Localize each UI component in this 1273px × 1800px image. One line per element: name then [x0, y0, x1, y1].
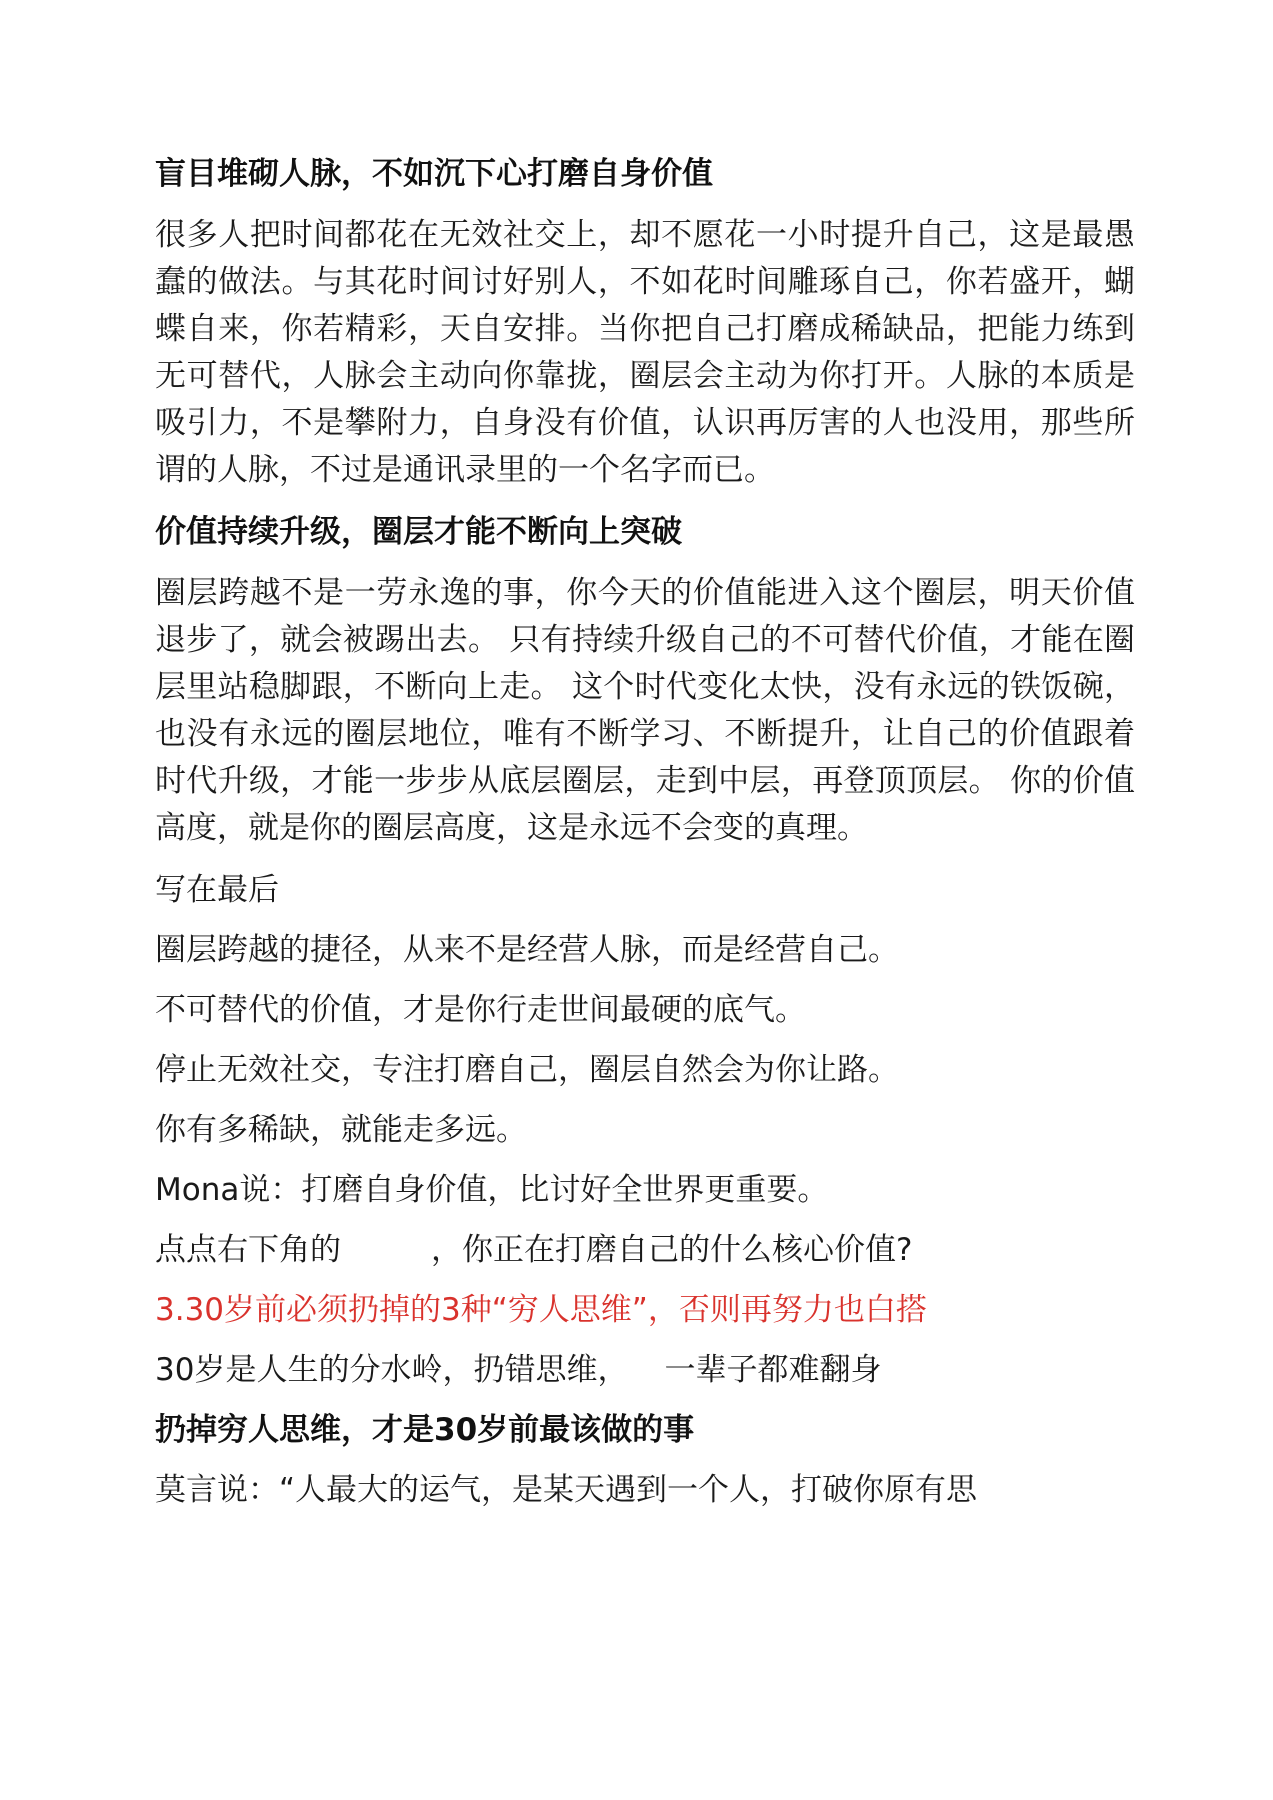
document-page	[155, 150, 1135, 1514]
closing-line: 停止无效社交，专注打磨自己，圈层自然会为你让路。	[155, 1052, 899, 1088]
body-paragraph: 圈层跨越不是一劳永逸的事，你今天的价值能进入这个圈层，明天价值退步了，就会被踢出去。 只有持续升级自己的不可替代价值，才能在圈层里站稳脚跟，不断向上走。 这个时代变化太快，没有永远的铁饭碗，也没有永远的圈层地位，唯有不断学习、不断提升，让自己的价值跟着时代升级，才能一步步从底层圈层，走到中层，再登顶顶层。 你的价值高度，就是你的圈层高度，这是永远不会变的真理。	[155, 575, 1135, 846]
prompt-text-before: 点点右下角的	[155, 1232, 341, 1268]
section-heading: 扔掉穷人思维，才是30岁前最该做的事	[155, 1412, 695, 1448]
body-paragraph: 莫言说：“人最大的运气，是某天遇到一个人，打破你原有思	[155, 1472, 978, 1508]
closing-title: 写在最后	[155, 872, 279, 908]
section-heading: 盲目堆砌人脉，不如沉下心打磨自身价值	[155, 156, 713, 192]
engagement-prompt	[155, 1226, 1135, 1274]
closing-line: 圈层跨越的捷径，从来不是经营人脉，而是经营自己。	[155, 932, 899, 968]
subtitle-part-a: 30岁是人生的分水岭，扔错思维，	[155, 1352, 629, 1388]
section-title-red: 3.30岁前必须扔掉的3种“穷人思维”，否则再努力也白搭	[155, 1292, 927, 1328]
closing-line: Mona说：打磨自身价值，比讨好全世界更重要。	[155, 1172, 829, 1208]
prompt-text-after: ，你正在打磨自己的什么核心价值?	[431, 1232, 913, 1268]
closing-line: 你有多稀缺，就能走多远。	[155, 1112, 527, 1148]
section-subtitle	[155, 1346, 1135, 1394]
subtitle-part-b: 一辈子都难翻身	[664, 1352, 882, 1388]
body-paragraph: 很多人把时间都花在无效社交上，却不愿花一小时提升自己，这是最愚蠢的做法。与其花时间讨好别人，不如花时间雕琢自己，你若盛开，蝴蝶自来，你若精彩，天自安排。当你把自己打磨成稀缺品，把能力练到无可替代，人脉会主动向你靠拢，圈层会主动为你打开。人脉的本质是吸引力，不是攀附力，自身没有价值，认识再厉害的人也没用，那些所谓的人脉，不过是通讯录里的一个名字而已。	[155, 217, 1135, 488]
closing-line: 不可替代的价值，才是你行走世间最硬的底气。	[155, 992, 806, 1028]
section-heading: 价值持续升级，圈层才能不断向上突破	[155, 514, 682, 550]
